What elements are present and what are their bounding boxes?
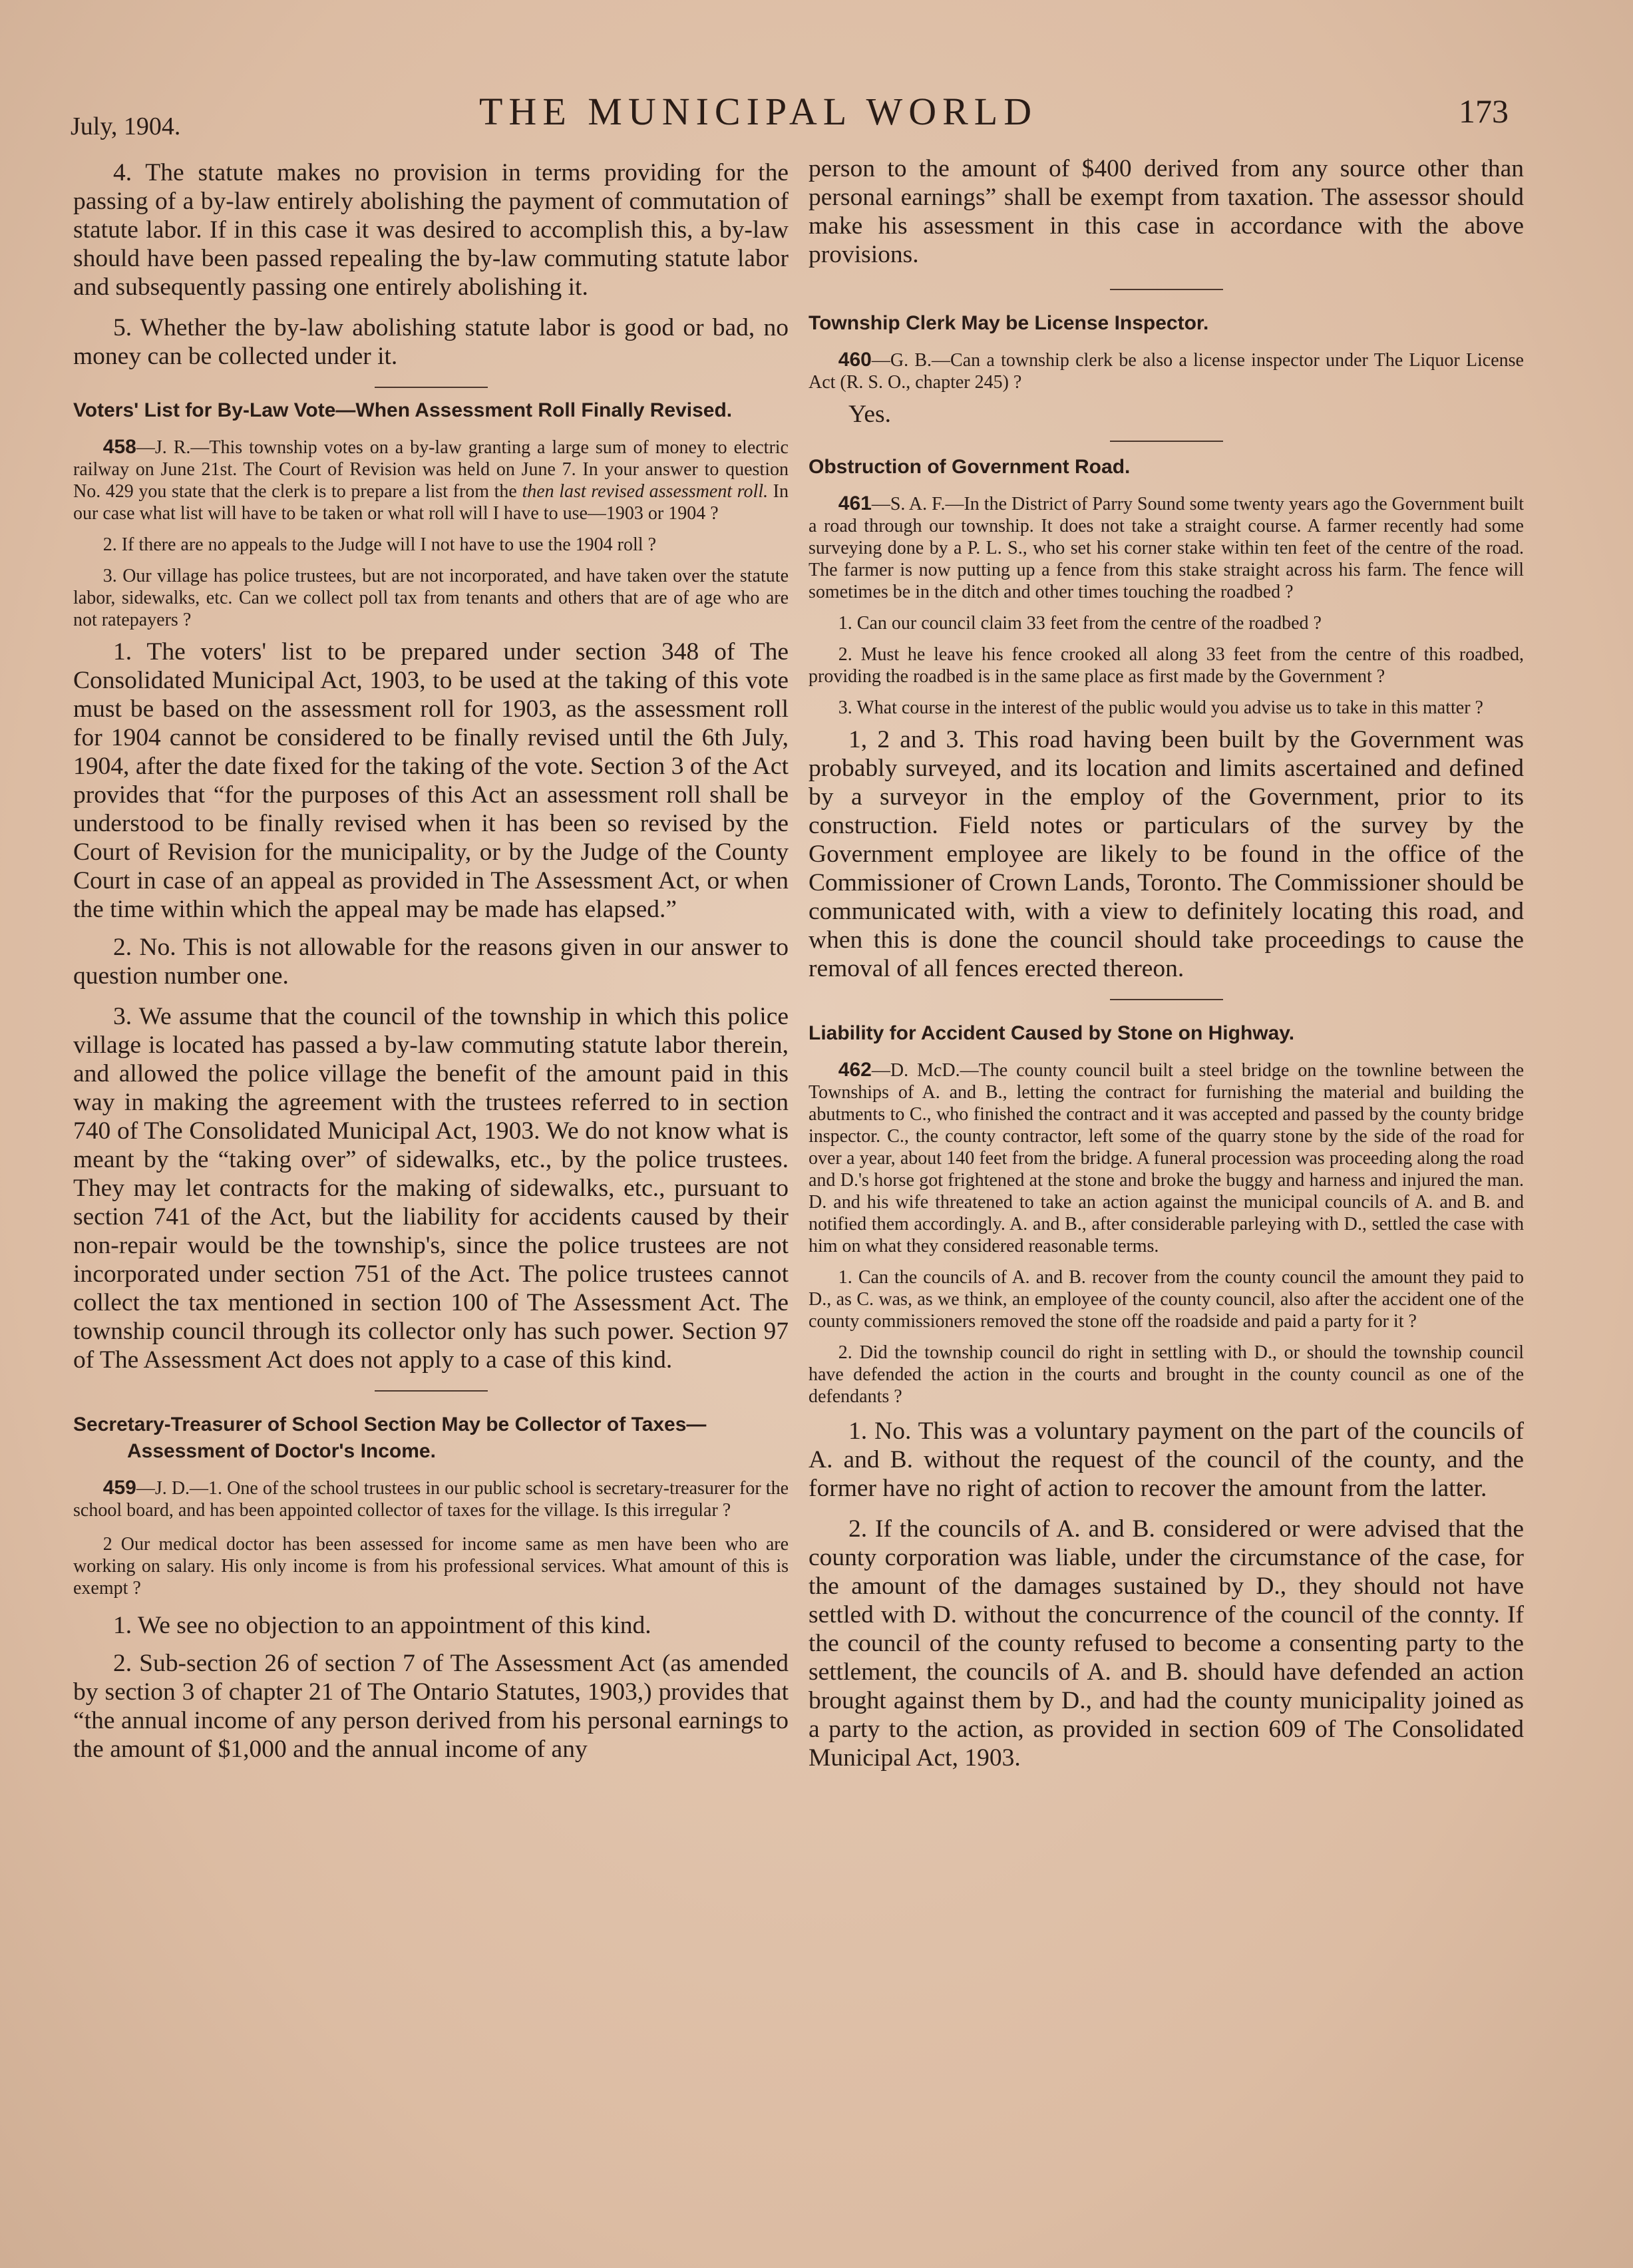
answer-paragraph: 1. We see no objection to an appointment of this kind. <box>113 1612 651 1639</box>
page-header <box>0 85 1633 145</box>
section-heading: Voters' List for By-Law Vote—When Assessment Roll Finally Revised. <box>73 399 733 421</box>
publication-title: THE MUNICIPAL WORLD <box>479 90 1038 133</box>
answer-paragraph: 2. If the councils of A. and B. considered or were advised that the county corporation was liable, under the circumstance of the case, for the amount of the damages sustained by D., they should not have settled with D. without the concurrence of the council of the connty. If the council of the county refused to become a consenting party to the settlement, the councils of A. and B. should have defended an action brought against them by D., and had the county municipality joined as a party to the action, as provided in section 609 of The Consolidated Municipal Act, 1903. <box>809 1515 1524 1772</box>
question-paragraph: 461—S. A. F.—In the District of Parry Sound some twenty years ago the Government built a road through our township. It does not take a straight course. A farmer recently had some surveying done by a P. L. S., who set his corner stake within ten feet of the centre of the road. The farmer is now putting up a fence from this stake straight across his farm. The fence will sometimes be in the ditch and other times touching the roadbed ? <box>809 492 1524 602</box>
question-paragraph: 462—D. McD.—The county council built a steel bridge on the townline between the Townships of A. and B., letting the contract for furnishing the material and building the abutments to C., who finished the contract and it was accepted and passed by the county bridge inspector. C., the county contractor, left some of the quarry stone by the side of the road for over a year, about 140 feet from the bridge. A funeral procession was proceeding along the road and D.'s horse got frightened at the stone and broke the buggy and harness and injured the man. D. and his wife threatened to take an action against the municipal councils of A. and B. and notified them accordingly. A. and B., after considerable parleying with D., settled the case with him on what they considered reasonable terms. <box>809 1059 1524 1256</box>
answer-paragraph: 5. Whether the by-law abolishing statute labor is good or bad, no money can be collected under it. <box>73 314 789 370</box>
section-heading: Township Clerk May be License Inspector. <box>809 312 1209 334</box>
right-column <box>809 154 1524 1772</box>
answer-paragraph: 1. No. This was a voluntary payment on the part of the councils of A. and B. without the request of the council of the county, and the former have no right of action to recover the amount from the latter. <box>809 1418 1524 1502</box>
page-number: 173 <box>1459 93 1509 130</box>
answer-paragraph: 3. We assume that the council of the township in which this police village is located has passed a by-law commuting statute labor therein, and allowed the police village the benefit of the amount paid in this way in making the agreement with the trustees referred to in section 740 of The Consolidated Municipal Act, 1903. We do not know what is meant by the “taking over” of sidewalks, etc., by the police trustees. They may let contracts for the making of sidewalks, etc., pursuant to section 741 of the Act, but the liability for accidents caused by their non-repair would be the township's, since the police trustees are not incorporated under section 751 of the Act. The police trustees cannot collect the tax mentioned in section 100 of The Assessment Act. The township council through its collector only has such power. Section 97 of The Assessment Act does not apply to a case of this kind. <box>73 1003 789 1374</box>
question-number: 459 <box>102 1477 136 1499</box>
question-paragraph: 3. What course in the interest of the public would you advise us to take in this matter ? <box>838 697 1483 718</box>
question-paragraph: 1. Can our council claim 33 feet from the centre of the roadbed ? <box>838 613 1322 634</box>
section-divider <box>1110 441 1223 442</box>
issue-date: July, 1904. <box>71 112 181 140</box>
question-number: 458 <box>102 436 136 458</box>
question-paragraph: 1. Can the councils of A. and B. recover from the county council the amount they paid to D., as C. was, as we think, an employee of the county council, also after the accident one of the county commissioners removed the stone off the roadside and paid a party for it ? <box>809 1267 1524 1332</box>
answer-paragraph: 4. The statute makes no provision in terms providing for the passing of a by-law entirely abolishing the payment of commutation of statute labor. If in this case it was desired to accomplish this, a by-law should have been passed repealing the by-law commuting statute labor and subsequently passing one entirely abolishing it. <box>73 159 789 301</box>
answer-paragraph: 1, 2 and 3. This road having been built by the Government was probably surveyed, and its location and limits ascertained and defined by a surveyor in the employ of the Government, prior to its construction. Field notes or particulars of the survey by the Government employee are likely to be found in the office of the Commissioner of Crown Lands, Toronto. The Commissioner should be communicated with, with a view to definitely locating this road, and when this is done the council should take proceedings to cause the removal of all fences erected thereon. <box>809 726 1524 982</box>
section-heading: Obstruction of Government Road. <box>809 456 1131 478</box>
section-heading: Secretary-Treasurer of School Section May be Collector of Taxes—Assessment of Doctor's Income. <box>73 1414 707 1462</box>
question-number: 460 <box>838 349 872 371</box>
answer-paragraph: 2. No. This is not allowable for the reasons given in our answer to question number one. <box>73 934 789 990</box>
left-column <box>73 158 789 1764</box>
answer-paragraph: 1. The voters' list to be prepared under section 348 of The Consolidated Municipal Act, 1903, to be used at the taking of this vote must be based on the assessment roll for 1903, as the assessment roll for 1904 cannot be considered to be finally revised until the 6th July, 1904, after the date fixed for the taking of the vote. Section 3 of the Act provides that “for the purposes of this Act an assessment roll shall be understood to be finally revised when it has been so revised by the Court of Revision for the municipality, or by the Judge of the County Court in case of an appeal as provided in The Assessment Act, or when the time within which the appeal may be made has elapsed.” <box>73 638 789 923</box>
question-paragraph: 2 Our medical doctor has been assessed for income same as men have been who are working on salary. His only income is from his professional services. What amount of this is exempt ? <box>73 1534 789 1599</box>
question-paragraph: 2. If there are no appeals to the Judge will I not have to use the 1904 roll ? <box>102 534 656 555</box>
question-number: 461 <box>838 492 872 514</box>
question-number: 462 <box>838 1059 872 1081</box>
question-paragraph: 3. Our village has police trustees, but are not incorporated, and have taken over the statute labor, sidewalks, etc. Can we collect poll tax from tenants and others that are of age who are not ratepayers ? <box>73 566 789 630</box>
section-divider <box>375 1390 488 1392</box>
question-paragraph: 460—G. B.—Can a township clerk be also a license inspector under The Liquor License Act (R. S. O., chapter 245) ? <box>809 349 1524 393</box>
section-divider <box>1110 999 1223 1000</box>
question-paragraph: 2. Did the township council do right in settling with D., or should the township council have defended the action in the courts and brought in the county council as one of the defendants ? <box>809 1342 1524 1407</box>
question-paragraph: 459—J. D.—1. One of the school trustees in our public school is secretary-treasurer for the school board, and has been appointed collector of taxes for the village. Is this irregular ? <box>73 1477 789 1521</box>
answer-paragraph: 2. Sub-section 26 of section 7 of The Assessment Act (as amended by section 3 of chapter 21 of The Ontario Statutes, 1903,) provides that “the annual income of any person derived from his personal earnings to the amount of $1,000 and the annual income of any <box>73 1650 789 1763</box>
answer-paragraph: Yes. <box>848 401 891 428</box>
answer-paragraph: person to the amount of $400 derived from any source other than personal earnings” shall be exempt from taxation. The assessor should make his assessment in this case in accordance with the above provisions. <box>809 155 1524 268</box>
section-divider <box>1110 289 1223 290</box>
section-divider <box>375 387 488 388</box>
question-paragraph: 2. Must he leave his fence crooked all along 33 feet from the centre of this roadbed, providing the roadbed is in the same place as first made by the Government ? <box>809 644 1524 687</box>
question-paragraph: 458—J. R.—This township votes on a by-law granting a large sum of money to electric railway on June 21st. The Court of Revision was held on June 7. In your answer to question No. 429 you state that the clerk is to prepare a list from the then last revised assessment roll. In our case what list will have to be taken or what roll will I have to use—1903 or 1904 ? <box>73 436 789 524</box>
section-heading: Liability for Accident Caused by Stone on Highway. <box>809 1022 1295 1044</box>
